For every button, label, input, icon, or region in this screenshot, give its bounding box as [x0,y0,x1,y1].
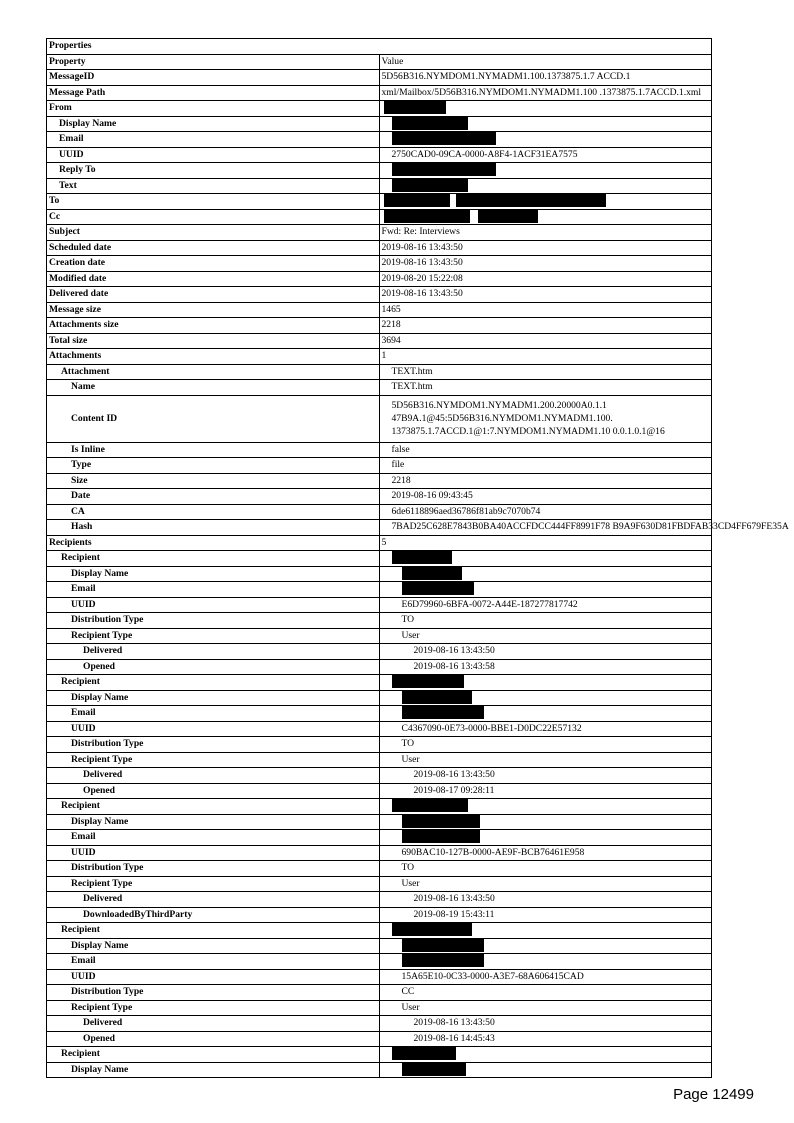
property-label: From [47,101,380,117]
value-text: User [401,629,420,641]
value-text: 2019-08-16 09:43:45 [391,490,473,501]
value-text: 2750CAD0-09CA-0000-A8F4-1ACF31EA7575 [391,148,578,160]
property-value [379,302,712,318]
value-text: 2019-08-16 13:43:50 [413,769,495,780]
table-row [47,178,712,194]
table-row [47,675,712,691]
table-row [47,70,712,86]
table-row [47,240,712,256]
table-row [47,566,712,582]
property-value [379,752,712,768]
property-value [379,240,712,256]
property-label: Display Name [47,1062,380,1078]
property-value [379,845,712,861]
property-label: Display Name [47,690,380,706]
table-row [47,520,712,536]
property-label: Recipient [47,1047,380,1063]
table-row [47,892,712,908]
redaction-bar [402,567,462,580]
table-row [47,209,712,225]
property-value [379,706,712,722]
table-row [47,551,712,567]
table-row [47,132,712,148]
property-label: Email [47,582,380,598]
property-value [379,1016,712,1032]
column-header-value: Value [379,54,712,70]
value-text: 2019-08-16 13:43:50 [381,241,463,253]
table-row [47,349,712,365]
value-text: TO [401,738,415,749]
table-row [47,194,712,210]
property-label: Delivered date [47,287,380,303]
value-text: xml/Mailbox/5D56B316.NYMDOM1.NYMADM1.100 .1373875.1.7ACCD.1.xml [381,86,702,98]
property-label: Recipient Type [47,876,380,892]
property-label: Delivered [47,768,380,784]
property-value [379,333,712,349]
table-header-row [47,54,712,70]
table-row [47,799,712,815]
value-text: 2019-08-16 13:43:50 [381,288,463,299]
property-label: Delivered [47,644,380,660]
property-value [379,380,712,396]
property-label: Email [47,706,380,722]
property-value [379,194,712,210]
redaction-bar [478,210,538,223]
redaction-bar [402,830,480,843]
redaction-bar [402,691,472,704]
redaction-bar [384,210,470,223]
property-value [379,271,712,287]
table-row [47,147,712,163]
table-body [47,70,789,1078]
value-text: TO [401,862,415,873]
redaction-bar [392,179,468,192]
value-text: 6de6118896aed36786f81ab9c7070b74 [391,505,541,517]
redaction-bar [392,117,468,130]
property-label: Opened [47,783,380,799]
table-row [47,752,712,768]
property-value [379,287,712,303]
table-row [47,969,712,985]
property-value [379,644,712,660]
property-value [379,985,712,1001]
table-row [47,628,712,644]
table-row [47,302,712,318]
property-value [379,85,712,101]
table-row [47,783,712,799]
property-value [379,520,789,536]
properties-table [46,38,789,1078]
property-value [379,349,712,365]
property-label: Display Name [47,116,380,132]
table-row [47,395,712,442]
table-row [47,163,712,179]
table-row [47,876,712,892]
property-value [379,597,712,613]
redaction-bar [392,675,464,688]
property-label: Distribution Type [47,861,380,877]
redaction-bar [450,194,454,207]
table-row [47,535,712,551]
property-label: Content ID [47,395,380,442]
property-value [379,1062,712,1078]
property-label: Date [47,489,380,505]
table-row [47,690,712,706]
property-label: Recipient Type [47,1000,380,1016]
value-text: file [391,459,405,470]
table-row [47,861,712,877]
table-row [47,442,712,458]
property-label: Total size [47,333,380,349]
value-text: 2019-08-16 13:43:50 [381,257,463,268]
value-text: 2019-08-20 15:22:08 [381,272,463,284]
redaction-bar [402,815,480,828]
property-label: Message Path [47,85,380,101]
property-label: Email [47,830,380,846]
table-row [47,473,712,489]
redaction-bar [402,582,474,595]
table-row [47,1047,712,1063]
value-text: 2218 [391,474,411,486]
property-label: Recipient [47,799,380,815]
property-label: Distribution Type [47,613,380,629]
value-text: 2019-08-16 13:43:50 [413,1017,495,1028]
property-value [379,458,712,474]
property-value [379,256,712,272]
table-row [47,814,712,830]
property-value [379,209,712,225]
table-row [47,1016,712,1032]
property-label: Email [47,954,380,970]
value-text: 3694 [381,334,401,346]
property-value [379,876,712,892]
property-value [379,147,712,163]
value-text: User [401,1001,420,1013]
property-label: Recipient Type [47,752,380,768]
property-value [379,892,712,908]
value-text: TEXT.htm [391,381,433,392]
value-text: 5D56B316.NYMDOM1.NYMADM1.100.1373875.1.7 ACCD.1 [381,71,631,82]
property-value [379,442,712,458]
property-label: Recipient [47,923,380,939]
table-row [47,504,712,520]
value-text: CC [401,986,415,997]
redaction-bar [402,706,484,719]
table-row [47,1000,712,1016]
value-text: 15A65E10-0C33-0000-A3E7-68A606415CAD [401,970,584,982]
table-row [47,907,712,923]
property-value [379,364,712,380]
table-row [47,721,712,737]
redaction-bar [392,132,496,145]
redaction-bar [392,163,496,176]
property-label: Name [47,380,380,396]
table-row [47,287,712,303]
value-text: 2019-08-16 13:43:50 [413,893,495,904]
table-row [47,458,712,474]
value-text: User [401,753,420,765]
value-text: E6D79960-6BFA-0072-A44E-187277817742 [401,598,578,610]
property-value [379,923,712,939]
property-value [379,1000,712,1016]
table-row [47,271,712,287]
redaction-bar [392,1047,456,1060]
value-text: 2019-08-17 09:28:11 [413,784,495,796]
table-row [47,954,712,970]
property-value [379,566,712,582]
property-value [379,675,712,691]
value-text: User [401,877,420,889]
redaction-bar [470,210,476,223]
property-label: Distribution Type [47,985,380,1001]
property-value [379,628,712,644]
property-label: Attachments size [47,318,380,334]
property-label: UUID [47,845,380,861]
table-row [47,659,712,675]
value-text: 1 [381,350,387,361]
table-row [47,923,712,939]
property-label: Display Name [47,566,380,582]
property-value [379,225,712,241]
property-label: Display Name [47,938,380,954]
property-value [379,861,712,877]
property-value [379,613,712,629]
property-label: Display Name [47,814,380,830]
property-label: Email [47,132,380,148]
property-label: Attachments [47,349,380,365]
table-row [47,845,712,861]
value-text: TEXT.htm [391,365,433,377]
property-label: Scheduled date [47,240,380,256]
table-title: Properties [47,39,712,55]
table-row [47,1062,712,1078]
value-text: 690BAC10-127B-0000-AE9F-BCB76461E958 [401,846,585,858]
table-row [47,101,712,117]
redaction-bar [392,551,452,564]
property-value [379,783,712,799]
property-label: DownloadedByThirdParty [47,907,380,923]
value-text: 1465 [381,303,401,315]
property-value [379,1047,712,1063]
table-row [47,938,712,954]
property-label: UUID [47,969,380,985]
property-value [379,163,712,179]
table-row [47,706,712,722]
property-value [379,70,712,86]
property-label: Is Inline [47,442,380,458]
property-label: CA [47,504,380,520]
redaction-bar [384,194,450,207]
property-value [379,799,712,815]
value-text: false [391,443,410,455]
value-text: Fwd: Re: Interviews [381,226,460,237]
property-value [379,659,712,675]
table-row [47,225,712,241]
property-value [379,551,712,567]
property-value [379,101,712,117]
property-value [379,721,712,737]
redaction-bar [384,101,446,114]
property-label: Opened [47,1031,380,1047]
table-title-row [47,39,712,55]
value-text: TO [401,614,415,625]
property-label: Delivered [47,1016,380,1032]
property-value [379,582,712,598]
property-value [379,132,712,148]
value-text: 2019-08-19 15:43:11 [413,908,495,920]
property-label: Subject [47,225,380,241]
property-value [379,814,712,830]
property-label: Type [47,458,380,474]
property-value [379,473,712,489]
table-row [47,985,712,1001]
table-row [47,613,712,629]
redaction-bar [456,194,606,207]
table-row [47,364,712,380]
property-value [379,737,712,753]
property-label: Recipient [47,551,380,567]
table-row [47,318,712,334]
table-row [47,644,712,660]
property-label: Recipient [47,675,380,691]
property-value [379,116,712,132]
table-row [47,830,712,846]
redaction-bar [402,1063,466,1076]
property-label: Recipient Type [47,628,380,644]
property-label: UUID [47,721,380,737]
table-row [47,489,712,505]
property-value [379,395,712,442]
property-value [379,489,712,505]
property-label: UUID [47,147,380,163]
redaction-bar [402,939,484,952]
property-label: To [47,194,380,210]
value-text: 2019-08-16 13:43:50 [413,645,495,656]
property-value [379,318,712,334]
table-row [47,1031,712,1047]
page-number: Page 12499 [673,1086,754,1103]
property-value [379,938,712,954]
table-row [47,85,712,101]
redaction-bar [402,954,484,967]
property-value [379,768,712,784]
property-value [379,830,712,846]
value-text: 2218 [381,319,401,330]
property-value [379,907,712,923]
table-row [47,582,712,598]
value-text: 7BAD25C628E7843B0BA40ACCFDCC444FF8991F78 B9A9F630D81FBDFAB33CD4FF679FE35A [391,521,789,532]
property-value [379,954,712,970]
property-label: Modified date [47,271,380,287]
property-value [379,1031,712,1047]
property-label: Opened [47,659,380,675]
table-row [47,737,712,753]
property-label: Hash [47,520,380,536]
property-label: Cc [47,209,380,225]
property-label: Delivered [47,892,380,908]
redaction-bar [392,923,472,936]
table-row [47,380,712,396]
property-label: Recipients [47,535,380,551]
property-label: Distribution Type [47,737,380,753]
table-row [47,333,712,349]
property-label: Attachment [47,364,380,380]
property-value [379,969,712,985]
value-text: 2019-08-16 14:45:43 [413,1032,495,1044]
value-text: C4367090-0E73-0000-BBE1-D0DC22E57132 [401,722,582,734]
redaction-bar [392,799,468,812]
property-value [379,504,712,520]
property-label: Message size [47,302,380,318]
property-label: MessageID [47,70,380,86]
value-text: 5D56B316.NYMDOM1.NYMADM1.200.20000A0.1.1 47B9A.1@45:5D56B316.NYMDOM1.NYMADM1.100. 1373875.1.7ACCD.1@1:7.NYMDOM1.NYMADM1.10 0.0.1.0.1@16 [391,400,665,437]
property-label: UUID [47,597,380,613]
value-text: 2019-08-16 13:43:58 [413,660,495,672]
property-label: Reply To [47,163,380,179]
table-row [47,597,712,613]
property-value [379,535,712,551]
table-row [47,256,712,272]
column-header-property: Property [47,54,380,70]
property-value [379,178,712,194]
value-text: 5 [381,536,387,548]
property-label: Text [47,178,380,194]
table-row [47,116,712,132]
property-label: Size [47,473,380,489]
property-label: Creation date [47,256,380,272]
table-row [47,768,712,784]
property-value [379,690,712,706]
